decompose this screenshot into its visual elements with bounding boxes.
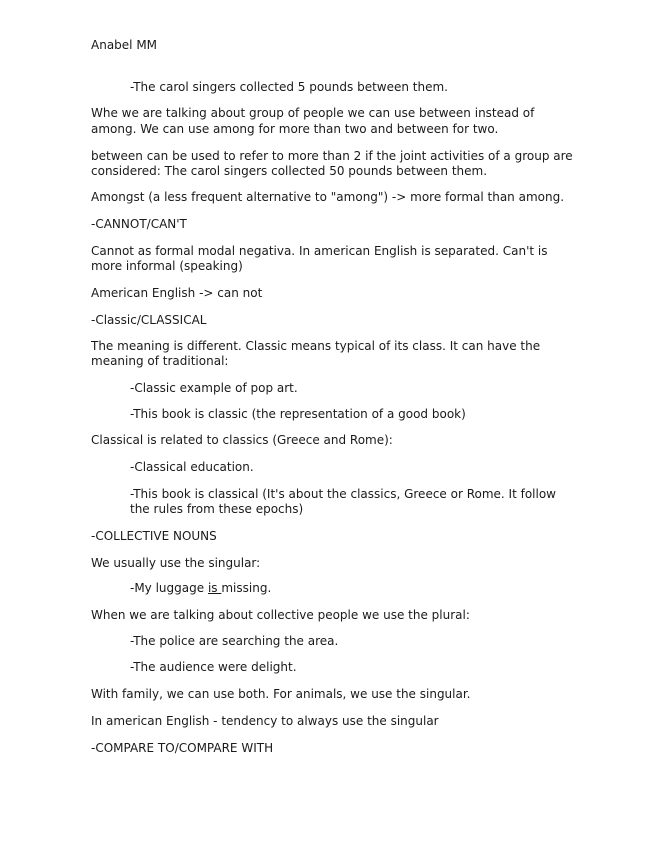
example-line: -This book is classical (It's about the classics, Greece or Rome. It follow: [130, 487, 556, 501]
example-line: the rules from these epochs): [130, 502, 304, 516]
paragraph-line: Classical is related to classics (Greece and Rome):: [91, 433, 393, 447]
paragraph-line: When we are talking about collective people we use the plural:: [91, 608, 470, 622]
example-line: -The police are searching the area.: [130, 634, 339, 648]
underlined-word: is: [207, 581, 222, 595]
section-heading: -COMPARE TO/COMPARE WITH: [91, 741, 274, 755]
paragraph-line: In american English - tendency to always use the singular: [91, 714, 439, 728]
example-text: -My luggage: [130, 581, 208, 595]
paragraph-line: With family, we can use both. For animals, we use the singular.: [91, 687, 471, 701]
paragraph-line: Amongst (a less frequent alternative to "among") -> more formal than among.: [91, 190, 565, 204]
example-line: [130, 581, 271, 596]
example-line: -The audience were delight.: [130, 660, 297, 674]
paragraph-line: more informal (speaking): [91, 259, 243, 273]
paragraph-line: Whe we are talking about group of people we can use between instead of: [91, 106, 535, 120]
example-text: missing.: [221, 581, 272, 595]
example-line: -This book is classic (the representation of a good book): [130, 407, 466, 421]
author-name: Anabel MM: [91, 38, 158, 52]
paragraph-line: The meaning is different. Classic means typical of its class. It can have the: [91, 339, 541, 353]
paragraph-line: considered: The carol singers collected 50 pounds between them.: [91, 164, 488, 178]
section-heading: -Classic/CLASSICAL: [91, 313, 207, 327]
paragraph-line: Cannot as formal modal negativa. In american English is separated. Can't is: [91, 244, 548, 258]
paragraph-line: American English -> can not: [91, 286, 263, 300]
example-line: -Classic example of pop art.: [130, 381, 298, 395]
example-line: -Classical education.: [130, 460, 254, 474]
section-heading: -COLLECTIVE NOUNS: [91, 529, 217, 543]
paragraph-line: among. We can use among for more than two and between for two.: [91, 122, 499, 136]
example-line: -The carol singers collected 5 pounds between them.: [130, 80, 448, 94]
paragraph-line: between can be used to refer to more than 2 if the joint activities of a group are: [91, 149, 573, 163]
paragraph-line: We usually use the singular:: [91, 556, 261, 570]
section-heading: -CANNOT/CAN'T: [91, 217, 187, 231]
paragraph-line: meaning of traditional:: [91, 354, 229, 368]
